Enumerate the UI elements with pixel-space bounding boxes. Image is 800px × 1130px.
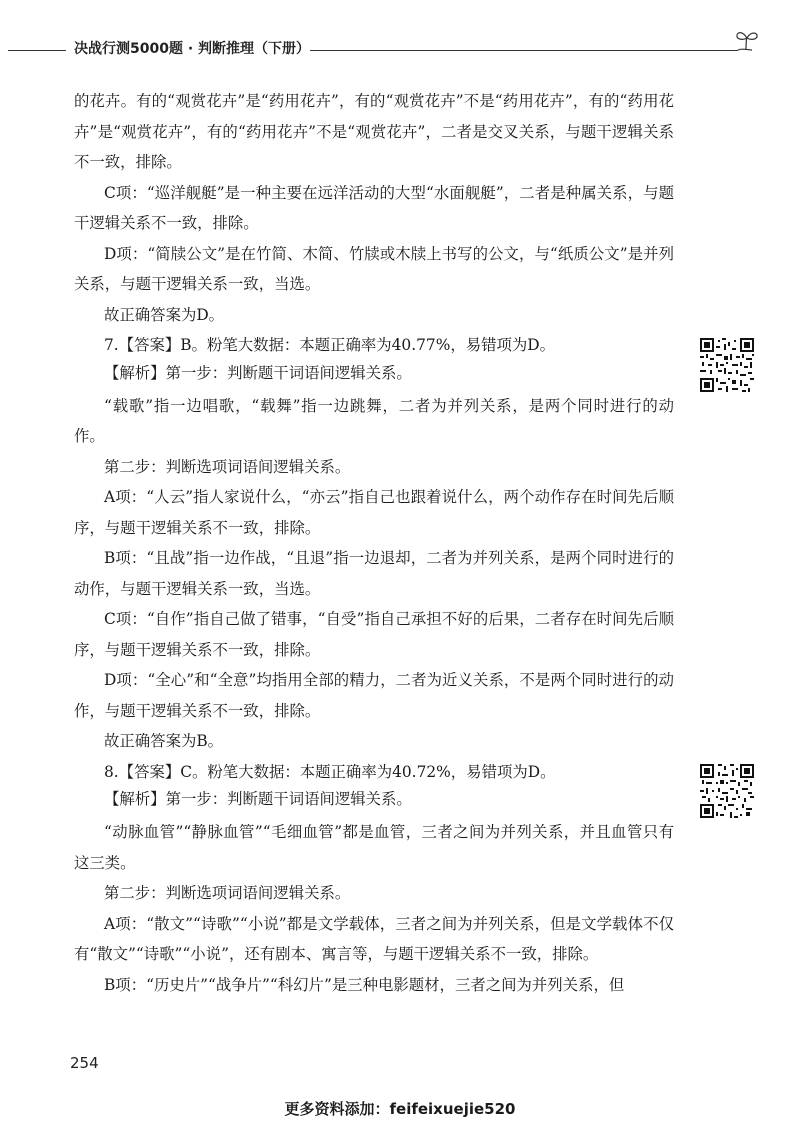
book-title: 决战行测5000题 · 判断推理（下册） bbox=[74, 41, 311, 57]
paragraph: “动脉血管”“静脉血管”“毛细血管”都是血管，三者之间为并列关系，并且血管只有这三类。 bbox=[74, 823, 674, 872]
footer-contact-note: 更多资料添加：feifeixuejie520 bbox=[284, 1100, 516, 1118]
header-rule-right bbox=[310, 50, 738, 51]
answer-line: 故正确答案为D。 bbox=[104, 305, 225, 324]
page-number: 254 bbox=[70, 1054, 99, 1072]
paragraph: A项：“散文”“诗歌”“小说”都是文学载体，三者之间为并列关系，但是文学载体不仅有“散文”“诗歌”“小说”，还有剧本、寓言等，与题干逻辑关系不一致，排除。 bbox=[74, 914, 674, 963]
paragraph: D项：“全心”和“全意”均指用全部的精力，二者为近义关系，不是两个同时进行的动作，与题干逻辑关系不一致，排除。 bbox=[74, 671, 674, 720]
paragraph: D项：“简牍公文”是在竹简、木简、竹牍或木牍上书写的公文，与“纸质公文”是并列关系，与题干逻辑关系一致，当选。 bbox=[74, 244, 674, 293]
running-header bbox=[8, 36, 760, 60]
answer-line: 故正确答案为B。 bbox=[104, 732, 224, 750]
paragraph: “载歌”指一边唱歌，“载舞”指一边跳舞，二者为并列关系，是两个同时进行的动作。 bbox=[74, 396, 674, 445]
question-answer-header: 7.【答案】B。粉笔大数据：本题正确率为40.77%，易错项为D。 bbox=[104, 336, 556, 354]
analysis-step: 第二步：判断选项词语间逻辑关系。 bbox=[104, 457, 351, 476]
qr-code-question-8 bbox=[700, 764, 754, 818]
qr-code-question-7 bbox=[700, 338, 754, 392]
analysis-step: 【解析】第一步：判断题干词语间逻辑关系。 bbox=[104, 790, 412, 808]
analysis-step: 第二步：判断选项词语间逻辑关系。 bbox=[104, 884, 351, 902]
analysis-step: 【解析】第一步：判断题干词语间逻辑关系。 bbox=[104, 363, 412, 382]
paragraph: B项：“历史片”“战争片”“科幻片”是三种电影题材，三者之间为并列关系，但 bbox=[104, 975, 625, 994]
question-answer-header: 8.【答案】C。粉笔大数据：本题正确率为40.72%，易错项为D。 bbox=[104, 762, 556, 781]
header-rule-left bbox=[8, 50, 66, 51]
paragraph: B项：“且战”指一边作战，“且退”指一边退却，二者为并列关系，是两个同时进行的动作，与题干逻辑关系一致，当选。 bbox=[74, 549, 674, 598]
paragraph: C项：“巡洋舰艇”是一种主要在远洋活动的大型“水面舰艇”，二者是种属关系，与题干逻辑关系不一致，排除。 bbox=[74, 183, 674, 232]
paragraph: A项：“人云”指人家说什么，“亦云”指自己也跟着说什么，两个动作存在时间先后顺序，与题干逻辑关系不一致，排除。 bbox=[74, 488, 674, 537]
paragraph: C项：“自作”指自己做了错事，“自受”指自己承担不好的后果，二者存在时间先后顺序，与题干逻辑关系不一致，排除。 bbox=[74, 610, 674, 659]
paragraph: 的花卉。有的“观赏花卉”是“药用花卉”，有的“观赏花卉”不是“药用花卉”，有的“药用花卉”是“观赏花卉”，有的“药用花卉”不是“观赏花卉”，二者是交叉关系，与题干逻辑关系不一致，排除。 bbox=[74, 92, 674, 171]
page-content bbox=[74, 86, 674, 1000]
sprout-icon bbox=[730, 28, 764, 62]
